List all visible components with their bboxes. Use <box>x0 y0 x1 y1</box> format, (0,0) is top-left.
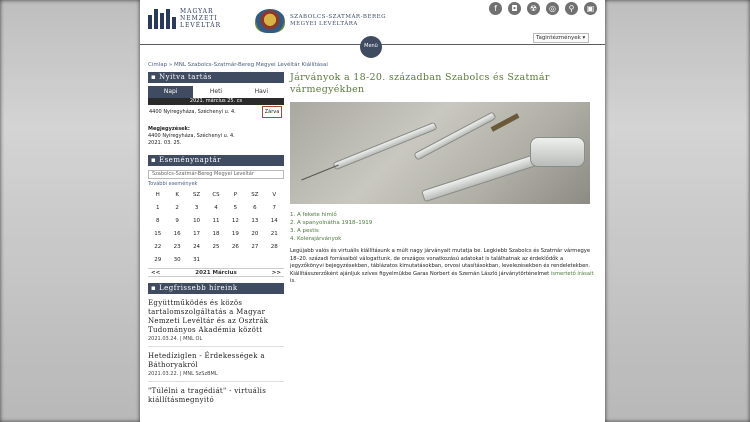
logo-line: MAGYAR <box>180 8 214 15</box>
calendar-day[interactable]: 20 <box>251 231 259 237</box>
syringe-shape <box>530 137 585 167</box>
news-title[interactable]: "Túlélni a tragédiát" - virtuális kiállításmegnyitó <box>148 387 267 404</box>
calendar-day[interactable]: 12 <box>231 218 239 224</box>
calendar-day[interactable]: 26 <box>231 244 239 250</box>
calendar-day <box>245 256 264 265</box>
logo-line: SZABOLCS-SZATMÁR-BEREG <box>290 14 387 20</box>
news-meta: 2021.03.24. | MNL OL <box>148 336 203 342</box>
lock-icon[interactable]: ▣ <box>584 2 597 15</box>
mnl-logo-text <box>180 8 221 29</box>
web-page <box>140 0 605 422</box>
notes-label: Megjegyzések: <box>148 126 190 132</box>
calendar-day[interactable]: 5 <box>233 205 238 211</box>
news-title[interactable]: Hetedíziglen - Érdekességek a Báthoryakról <box>148 352 265 369</box>
divider <box>148 381 284 382</box>
logo-line: MEGYEI LEVÉLTÁRA <box>290 21 358 27</box>
toc-item[interactable]: 2. A spanyolnátha 1918–1919 <box>290 220 373 226</box>
news-item[interactable] <box>148 299 284 347</box>
background-blur-right <box>605 0 750 422</box>
logo-line: LEVÉLTÁR <box>180 22 222 29</box>
calendar-day[interactable]: 21 <box>270 231 278 237</box>
logo-line: NEMZETI <box>180 15 218 22</box>
mnl-logo-icon <box>148 9 176 29</box>
header <box>140 0 605 49</box>
calendar-day[interactable]: 29 <box>154 257 162 263</box>
calendar-day[interactable]: 30 <box>173 257 181 263</box>
body-end: is. <box>290 278 296 284</box>
opening-tabs <box>148 86 284 98</box>
needle-shape <box>301 165 338 181</box>
page-title: Járványok a 18-20. században Szabolcs és Szatmár vármegyékben <box>290 72 550 95</box>
calendar-day[interactable]: 28 <box>270 244 278 250</box>
calendar-day[interactable]: 25 <box>212 244 220 250</box>
news-heading: ▪ Legfrissebb híreink <box>148 283 284 294</box>
calendar-day[interactable]: 9 <box>175 218 179 224</box>
weekday-header: H <box>155 192 160 198</box>
toc-item[interactable]: 3. A pestis <box>290 228 319 234</box>
calendar-day[interactable]: 23 <box>173 244 181 250</box>
county-archive-text <box>290 14 386 28</box>
weekday-header: SZ <box>251 192 259 198</box>
calendar-day[interactable]: 16 <box>173 231 181 237</box>
mnl-logo[interactable] <box>148 8 221 29</box>
weekday-header: P <box>233 192 238 198</box>
toc-link[interactable]: A fekete himlő <box>297 212 337 218</box>
more-events-link[interactable]: További események <box>148 181 198 187</box>
calendar-day[interactable]: 22 <box>154 244 162 250</box>
background-blur-left <box>0 0 140 422</box>
main-content <box>290 72 596 286</box>
calendar-day[interactable]: 14 <box>270 218 278 224</box>
sidebar <box>148 72 284 405</box>
syringes-photo <box>290 102 590 204</box>
heading-text: Legfrissebb híreink <box>158 284 238 292</box>
coat-of-arms-icon <box>255 9 285 33</box>
opening-address: 4400 Nyíregyháza, Széchenyi u. 4. <box>149 109 236 115</box>
articles-link[interactable]: ismertető írásait <box>550 270 594 277</box>
calendar-day <box>226 256 245 265</box>
heading-text: Nyitva tartás <box>158 73 212 81</box>
weekday-header: K <box>175 192 179 198</box>
news-meta: 2021.03.22. | MNL SzSzBML <box>148 371 218 377</box>
facebook-icon[interactable]: f <box>489 2 502 15</box>
calendar-day[interactable]: 1 <box>155 205 160 211</box>
globe-icon[interactable]: ◎ <box>546 2 559 15</box>
select-value: Tagintézmények <box>536 35 581 41</box>
social-icons <box>489 2 597 15</box>
search-icon[interactable]: ⚲ <box>565 2 578 15</box>
member-institutions-select[interactable]: Tagintézmények ▾ <box>533 33 589 43</box>
calendar-heading: ▪ Eseménynaptár <box>148 155 284 166</box>
calendar-day[interactable]: 10 <box>193 218 201 224</box>
calendar-day <box>206 256 225 265</box>
opening-hours-heading: ▪ Nyitva tartás <box>148 72 284 83</box>
tab-daily[interactable]: Napi <box>148 86 193 98</box>
calendar-month: 2021 Március <box>195 270 237 276</box>
toc-link[interactable]: A pestis <box>297 228 319 234</box>
syringe-shape <box>333 122 438 171</box>
calendar-grid <box>148 191 284 265</box>
instagram-icon[interactable]: ◘ <box>508 2 521 15</box>
calendar-day[interactable]: 18 <box>212 231 220 237</box>
calendar-day[interactable]: 13 <box>251 218 259 224</box>
calendar-day[interactable]: 15 <box>154 231 162 237</box>
radiation-icon[interactable]: ☢ <box>527 2 540 15</box>
table-of-contents <box>290 211 596 243</box>
calendar-day[interactable]: 19 <box>231 231 239 237</box>
prev-month-button[interactable]: << <box>151 270 161 276</box>
toc-item[interactable]: 1. A fekete himlő <box>290 212 337 218</box>
divider <box>148 346 284 347</box>
calendar-day <box>265 256 284 265</box>
calendar-day[interactable]: 3 <box>194 205 199 211</box>
opening-address-row <box>148 105 284 120</box>
calendar-day[interactable]: 6 <box>253 205 257 211</box>
tab-weekly[interactable]: Heti <box>209 88 223 95</box>
toc-link[interactable]: A spanyolnátha 1918–1919 <box>297 220 373 226</box>
tab-monthly[interactable]: Havi <box>254 88 269 95</box>
calendar-day[interactable]: 2 <box>175 205 179 211</box>
calendar-day[interactable]: 8 <box>155 218 160 224</box>
calendar-day[interactable]: 11 <box>212 218 220 224</box>
county-archive-logo[interactable] <box>255 9 386 33</box>
news-title[interactable]: Együttműködés és közös tartalomszolgáltatás a Magyar Nemzeti Levéltár és az Osztrák Tudományos Akadémia között <box>148 299 269 334</box>
news-item[interactable] <box>148 387 284 405</box>
notes <box>148 126 284 147</box>
calendar-day[interactable]: 24 <box>193 244 201 250</box>
news-item[interactable] <box>148 352 284 382</box>
heading-text: Eseménynaptár <box>158 156 222 164</box>
body-paragraph <box>290 248 596 286</box>
calendar-day[interactable]: 27 <box>251 244 259 250</box>
calendar-select[interactable] <box>148 170 284 179</box>
breadcrumb[interactable]: Címlap » MNL Szabolcs-Szatmár-Bereg Megyei Levéltár Kiállításai <box>148 62 328 68</box>
syringe-shape <box>421 154 539 202</box>
weekday-header: V <box>272 192 277 198</box>
weekday-header: CS <box>212 192 220 198</box>
calendar-nav <box>148 268 284 277</box>
calendar-day[interactable]: 4 <box>214 205 218 211</box>
notes-address: 4400 Nyíregyháza, Széchenyi u. 4. <box>148 133 235 139</box>
toc-item[interactable]: 4. Kolerajárványok <box>290 236 342 242</box>
notes-date: 2021. 03. 25. <box>148 140 182 146</box>
calendar-day[interactable]: 17 <box>193 231 201 237</box>
next-month-button[interactable]: >> <box>271 270 281 276</box>
opening-date: 2021. március 25. cs <box>148 98 284 105</box>
status-badge: Zárva <box>262 106 282 118</box>
menu-button[interactable]: Menü <box>360 36 382 58</box>
select-value: Szabolcs-Szatmár-Bereg Megyei Levéltár <box>152 171 254 177</box>
body-text: Legújabb valós és virtuális kiállításunk a múlt nagy járványait mutatja be. Legkiebb Szabolcs és Szatmár vármegye 18–20. századi forrásaiból válogattunk, de országos vonatkozású adatokat is találhatnak az érdeklődők a jegyzőkönyvi bejegyzésekben, táblázatos kimutatásokban, orvosi utasításokban, levelezésekben és rendeletekben. Kiállításszerzőként ajánljuk szíves figyelmükbe Garas Norbert és Szemán László járványtörténelmet <box>290 248 591 277</box>
toc-link[interactable]: Kolerajárványok <box>297 236 342 242</box>
weekday-header: SZ <box>192 192 201 198</box>
calendar-day[interactable]: 31 <box>193 257 201 263</box>
calendar-day[interactable]: 7 <box>272 205 277 211</box>
syringe-shape <box>413 111 496 160</box>
